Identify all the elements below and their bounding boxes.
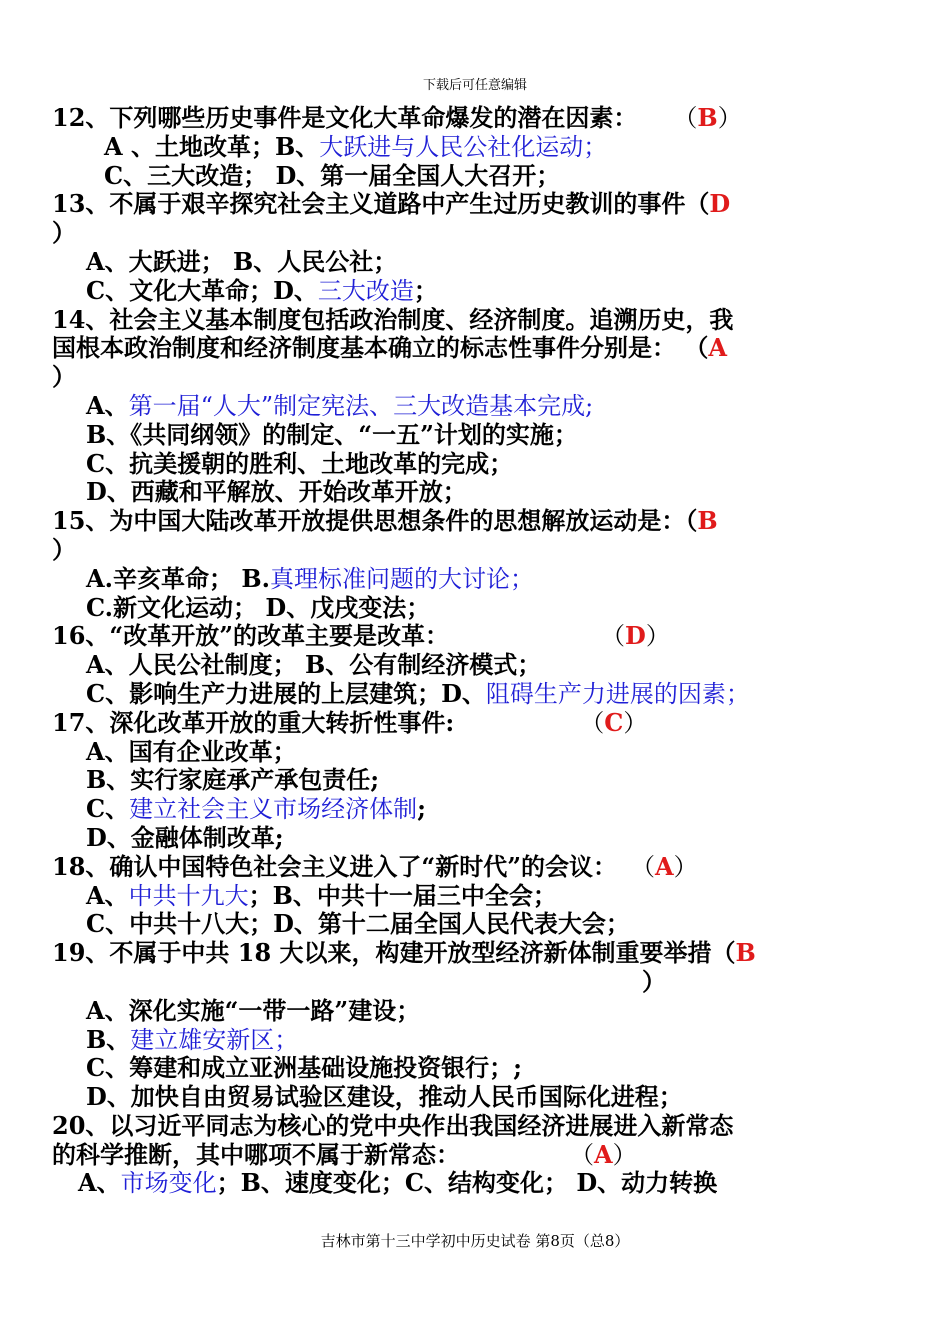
q17-option-d: D、金融体制改革; — [86, 822, 284, 852]
q14-option-d: D、西藏和平解放、开始改革开放； — [86, 477, 467, 507]
q12-options-ab: A 、土地改革；B、大跃进与人民公社化运动； — [104, 131, 608, 161]
q19-option-d: D、加快自由贸易试验区建设，推动人民币国际化进程； — [86, 1082, 683, 1112]
q19-option-b: B、建立雄安新区； — [86, 1024, 299, 1054]
q20-highlight: 市场变化 — [120, 1169, 217, 1198]
answer-16: D — [625, 621, 646, 651]
answer-15: B — [697, 506, 718, 536]
q17-option-a: A、国有企业改革； — [86, 736, 297, 766]
question-20-line2: 的科学推断，其中哪项不属于新常态： （A） — [52, 1139, 637, 1169]
question-16: 16、“改革开放”的改革主要是改革： （D） — [52, 621, 670, 651]
q19-option-a: A、深化实施“一带一路”建设； — [86, 995, 421, 1025]
q12-options-cd: C、三大改造； D、第一届全国人大召开； — [104, 160, 561, 190]
q15-options-cd: C.新文化运动； D、戊戌变法； — [86, 592, 431, 622]
q14-option-a: A、第一届“人大”制定宪法、三大改造基本完成; — [86, 390, 594, 420]
q18-options-cd: C、中共十八大；D、第十二届全国人民代表大会； — [86, 909, 630, 939]
answer-17: C — [604, 707, 624, 737]
q14-option-c: C、抗美援朝的胜利、土地改革的完成； — [86, 448, 514, 478]
question-13 — [52, 190, 812, 219]
q14-highlight: 第一届“人大”制定宪法、三大改造基本完成; — [128, 391, 594, 420]
question-12-stem: 12、下列哪些历史事件是文化大革命爆发的潜在因素： — [52, 103, 638, 132]
q13-options-cd: C、文化大革命；D、三大改造； — [86, 275, 438, 305]
answer-12: B — [697, 103, 718, 132]
question-13-stem: 13、不属于艰辛探究社会主义道路中产生过历史教训的事件（ — [52, 189, 710, 219]
answer-18: A — [655, 851, 674, 881]
q16-options-ab: A、人民公社制度； B、公有制经济模式； — [86, 650, 542, 680]
answer-13: D — [709, 189, 731, 219]
question-14-line2: 国根本政治制度和经济制度基本确立的标志性事件分别是： （A — [52, 333, 727, 363]
question-15: 15、为中国大陆改革开放提供思想条件的思想解放运动是：（B — [52, 506, 718, 536]
page-header: 下载后可任意编辑 — [422, 78, 527, 93]
question-17: 17、深化改革开放的重大转折性事件: （C） — [52, 707, 648, 737]
q17-option-b: B、实行家庭承产承包责任; — [86, 765, 380, 795]
answer-19: B — [735, 938, 756, 968]
q19-highlight: 建立雄安新区； — [130, 1025, 299, 1054]
question-20-line1: 20、以习近平同志为核心的党中央作出我国经济进展进入新常态 — [52, 1110, 734, 1140]
q17-highlight: 建立社会主义市场经济体制 — [129, 795, 418, 824]
answer-14: A — [708, 333, 727, 363]
q14-option-b: B、《共同纲领》的制定、“一五”计划的实施； — [86, 419, 578, 449]
q18-highlight: 中共十九大 — [128, 881, 249, 910]
exam-content — [52, 104, 812, 1198]
q18-options-ab: A、中共十九大；B、中共十一届三中全会； — [86, 880, 557, 910]
question-19: 19、不属于中共 18 大以来，构建开放型经济新体制重要举措（B — [52, 938, 756, 968]
q12-highlight: 大跃进与人民公社化运动； — [319, 132, 608, 161]
question-13-close: ） — [52, 218, 76, 248]
q20-options: A、市场变化；B、速度变化；C、结构变化； D、动力转换 — [78, 1168, 718, 1198]
q15-highlight: 真理标准问题的大讨论； — [269, 564, 534, 593]
q16-options-cd: C、影响生产力进展的上层建筑；D、阻碍生产力进展的因素； — [86, 678, 750, 708]
q16-highlight: 阻碍生产力进展的因素； — [485, 679, 750, 708]
question-14-close: ） — [52, 362, 76, 392]
question-19-close: ） — [642, 966, 666, 996]
page-footer: 吉林市第十三中学初中历史试卷 第8页（总8） — [320, 1232, 630, 1250]
question-18: 18、确认中国特色社会主义进入了“新时代”的会议： （A） — [52, 851, 698, 881]
q13-highlight: 三大改造 — [317, 276, 414, 305]
question-14-line1: 14、社会主义基本制度包括政治制度、经济制度。追溯历史，我 — [52, 304, 734, 334]
question-15-close: ） — [52, 534, 76, 564]
answer-20: A — [594, 1139, 613, 1169]
q17-option-c: C、建立社会主义市场经济体制; — [86, 794, 426, 824]
q13-options-ab: A、大跃进； B、人民公社； — [86, 246, 398, 276]
question-12: 12、下列哪些历史事件是文化大革命爆发的潜在因素： （B） — [52, 103, 742, 132]
q15-options-ab: A.辛亥革命； B.真理标准问题的大讨论； — [86, 563, 534, 593]
q19-option-c: C、筹建和成立亚洲基础设施投资银行；; — [86, 1053, 522, 1083]
